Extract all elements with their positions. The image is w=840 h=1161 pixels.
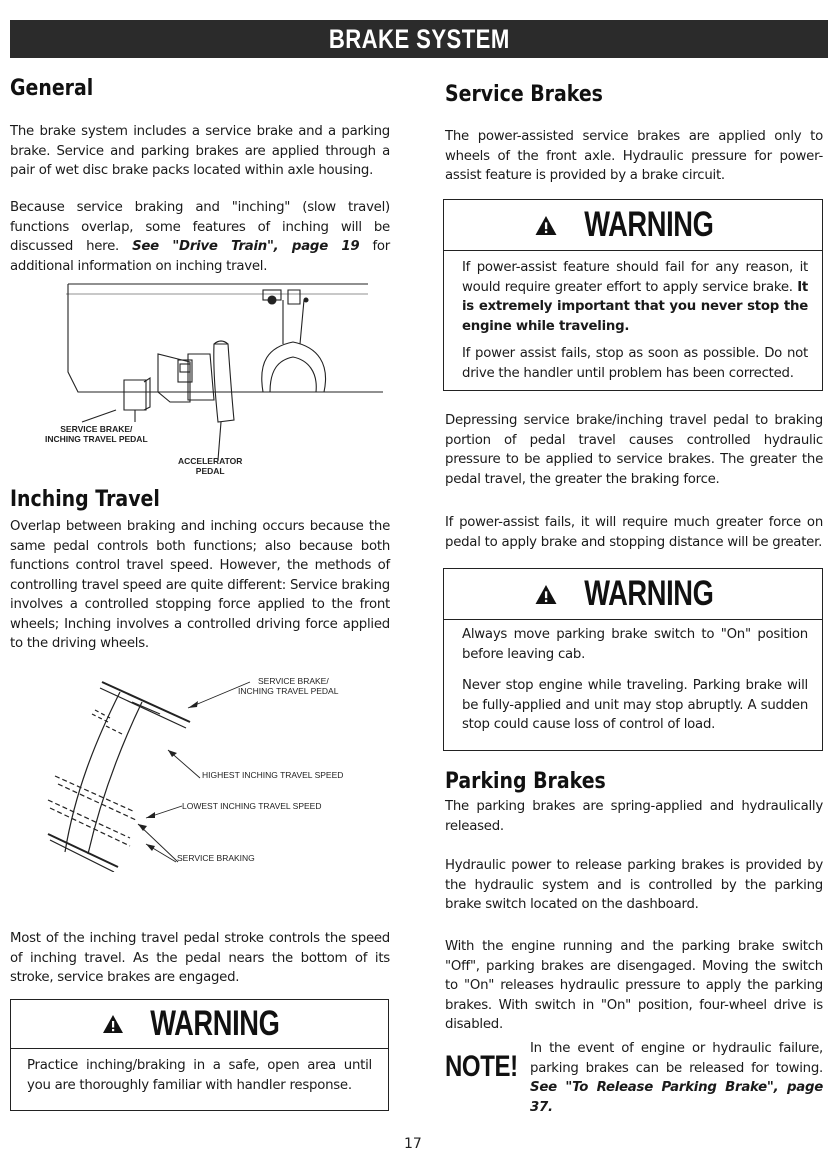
warning-title: WARNING: [584, 574, 714, 613]
warning-divider: [11, 1048, 388, 1049]
note-text: In the event of engine or hydraulic failure, parking brakes can be released for towing. See "To Release Parking Brake", page 37.: [530, 1041, 823, 1115]
inching-travel-heading: Inching Travel: [10, 487, 160, 512]
diagram-leader-lines: [120, 668, 260, 868]
warning-triangle-icon: [102, 1014, 124, 1034]
service-brakes-heading: Service Brakes: [445, 82, 603, 107]
note-label: NOTE!: [445, 1050, 518, 1083]
highest-speed-label: HIGHEST INCHING TRAVEL SPEED: [202, 770, 344, 780]
warning-text: If power-assist feature should fail for any reason, it would require greater effort to apply service brake. It is extremely important that you never stop the engine while traveling. If power assist fails, stop as soon as possible. Do not drive the handler until problem has been corrected.: [462, 260, 808, 381]
release-parking-brake-reference: See "To Release Parking Brake", page 37.: [530, 1080, 823, 1115]
warning-text: Always move parking brake switch to "On" position before leaving cab. Never stop engine while traveling. Parking brake will be fully-applied and unit may stop abruptly. A sudden stop could cause loss of control of load.: [462, 627, 808, 732]
parking-paragraph-2: Hydraulic power to release parking brakes is provided by the hydraulic system and is controlled by the parking brake switch located on the dashboard.: [445, 858, 823, 912]
service-paragraph-2: Depressing service brake/inching travel pedal to braking portion of pedal travel causes controlled hydraulic pressure to be applied to service brakes. The greater the pedal travel, the greater the braking force.: [445, 413, 823, 487]
section-banner: [10, 20, 828, 58]
warning-divider: [444, 619, 822, 620]
warning-title: WARNING: [149, 1004, 280, 1043]
parking-paragraph-1: The parking brakes are spring-applied and hydraulically released.: [445, 799, 823, 834]
warning-title: WARNING: [584, 205, 714, 244]
service-paragraph-1: The power-assisted service brakes are applied only to wheels of the front axle. Hydraulic pressure for power-assist feature is provided by a brake circuit.: [445, 129, 823, 183]
lowest-speed-label: LOWEST INCHING TRAVEL SPEED: [182, 801, 322, 811]
warning-box-parking-brake: [443, 568, 823, 751]
accelerator-pedal-label: ACCELERATOR PEDAL: [178, 456, 243, 476]
general-paragraph-1: The brake system includes a service brake and a parking brake. Service and parking brakes are applied through a pair of wet disc brake packs located within axle housing.: [10, 124, 390, 178]
warning-box-power-assist: [443, 199, 823, 391]
warning-box-inching: [10, 999, 389, 1111]
service-braking-label: SERVICE BRAKING: [177, 853, 255, 863]
diagram-pedal-label: SERVICE BRAKE/ INCHING TRAVEL PEDAL: [238, 676, 339, 696]
parking-brakes-heading: Parking Brakes: [445, 769, 606, 794]
service-brake-pedal-label: SERVICE BRAKE/ INCHING TRAVEL PEDAL: [45, 424, 148, 444]
service-paragraph-3: If power-assist fails, it will require much greater force on pedal to apply brake and stopping distance will be greater.: [445, 515, 823, 550]
inching-paragraph-2: Most of the inching travel pedal stroke controls the speed of inching travel. As the pedal nears the bottom of its stroke, service brakes are engaged.: [10, 931, 390, 985]
banner-title: BRAKE SYSTEM: [328, 23, 510, 54]
warning-triangle-icon: [534, 584, 558, 605]
general-heading: General: [10, 76, 94, 101]
page-number: 17: [404, 1136, 422, 1152]
inching-paragraph-1: Overlap between braking and inching occurs because the same pedal controls both functions; also because both functions control travel speed. However, the methods of controlling travel speed are quite different: Service braking involves a controlled stopping force applied to the front wheels; Inching involves a controlled driving force applied to the driving wheels.: [10, 519, 390, 651]
warning-triangle-icon: [534, 215, 558, 236]
parking-paragraph-3: With the engine running and the parking brake switch "Off", parking brakes are disengaged. Moving the switch to "On" releases hydraulic pressure to apply the parking brakes. With switch in "On" position, four-wheel drive is disabled.: [445, 939, 823, 1032]
general-paragraph-2: Because service braking and "inching" (slow travel) functions overlap, some features of inching will be discussed here. See "Drive Train", page 19 for additional information on inching travel.: [10, 200, 391, 274]
warning-divider: [444, 250, 822, 251]
drive-train-reference: See "Drive Train", page 19: [132, 239, 360, 254]
warning-text: Practice inching/braking in a safe, open area until you are thoroughly familiar with handler response.: [27, 1058, 372, 1093]
